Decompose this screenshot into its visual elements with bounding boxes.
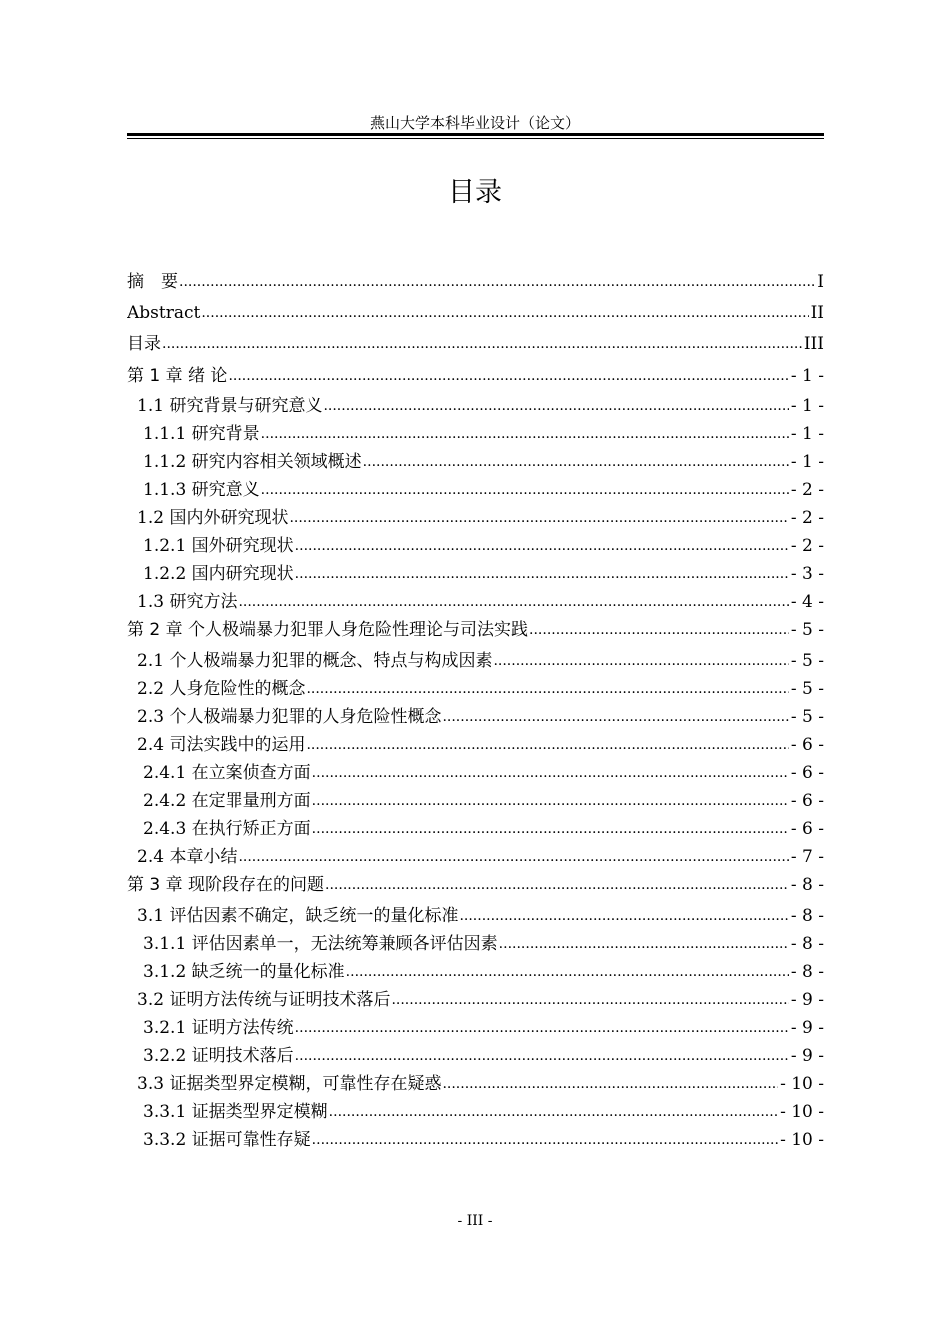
toc-entry-page: - 7 - <box>789 843 824 871</box>
running-header: 燕山大学本科毕业设计（论文） <box>369 114 580 132</box>
toc-entry-label: 第 2 章 个人极端暴力犯罪人身危险性理论与司法实践 ..... <box>127 616 529 644</box>
toc-entry-page: - 10 - <box>778 1098 824 1126</box>
toc-entry-page: - 9 - <box>789 1042 824 1070</box>
toc-entry-label: 2.1 个人极端暴力犯罪的概念、特点与构成因素 ..... <box>137 647 493 675</box>
toc-entry-page: - 8 - <box>789 902 824 930</box>
toc-list <box>127 268 824 1154</box>
toc-entry-label: 2.4.2 在定罪量刑方面 ..... <box>143 787 312 815</box>
toc-entry-page: - 9 - <box>789 1014 824 1042</box>
toc-entry-page: - 5 - <box>789 703 824 731</box>
toc-entry[interactable] <box>127 958 824 986</box>
toc-entry-label: 3.2.1 证明方法传统 ..... <box>143 1014 295 1042</box>
toc-entry-page: - 9 - <box>789 986 824 1014</box>
toc-entry[interactable] <box>127 420 824 448</box>
toc-entry-page: I <box>815 268 824 296</box>
toc-entry-label: 1.1.1 研究背景 ..... <box>143 420 261 448</box>
toc-entry-label: 3.3.1 证据类型界定模糊 ..... <box>143 1098 329 1126</box>
toc-entry[interactable] <box>127 647 824 675</box>
toc-entry[interactable] <box>127 675 824 703</box>
toc-entry-label: 2.2 人身危险性的概念 ..... <box>137 675 306 703</box>
toc-entry[interactable] <box>127 986 824 1014</box>
toc-entry-page: - 1 - <box>789 420 824 448</box>
toc-entry-page: III <box>802 330 824 358</box>
toc-entry-page: - 2 - <box>789 504 824 532</box>
toc-entry[interactable] <box>127 361 824 392</box>
toc-entry-page: - 8 - <box>789 871 824 899</box>
toc-entry-page: - 5 - <box>789 616 824 644</box>
header-rule-thick <box>127 133 824 136</box>
toc-entry-label: 1.2.1 国外研究现状 ..... <box>143 532 295 560</box>
toc-entry-label: 1.1 研究背景与研究意义 ..... <box>137 392 323 420</box>
toc-entry[interactable] <box>127 1098 824 1126</box>
toc-entry-page: - 2 - <box>789 476 824 504</box>
toc-entry-label: 3.3 证据类型界定模糊，可靠性存在疑惑 ..... <box>137 1070 442 1098</box>
toc-entry-page: - 8 - <box>789 930 824 958</box>
toc-entry-label: 1.2 国内外研究现状 ..... <box>137 504 289 532</box>
toc-entry[interactable] <box>127 843 824 871</box>
toc-title: 目录 <box>448 177 502 208</box>
toc-entry-label: 目录 ..... <box>127 330 162 358</box>
toc-entry-label: 2.4.1 在立案侦查方面 ..... <box>143 759 312 787</box>
toc-entry[interactable] <box>127 392 824 420</box>
toc-entry[interactable] <box>127 902 824 930</box>
toc-entry[interactable] <box>127 330 824 361</box>
toc-entry-label: 1.3 研究方法 ..... <box>137 588 238 616</box>
toc-entry-label: 摘 要 ..... <box>127 268 179 296</box>
header-rule-thin <box>127 138 824 139</box>
toc-entry[interactable] <box>127 560 824 588</box>
toc-entry[interactable] <box>127 532 824 560</box>
toc-entry-page: - 6 - <box>789 787 824 815</box>
toc-entry[interactable] <box>127 504 824 532</box>
toc-entry[interactable] <box>127 759 824 787</box>
toc-entry-page: - 1 - <box>789 361 824 392</box>
toc-entry-label: 1.1.2 研究内容相关领域概述 ..... <box>143 448 363 476</box>
toc-entry-page: - 4 - <box>789 588 824 616</box>
toc-entry[interactable] <box>127 476 824 504</box>
toc-entry[interactable] <box>127 588 824 616</box>
toc-entry[interactable] <box>127 703 824 731</box>
page-number: - III - <box>457 1213 493 1229</box>
toc-entry-label: 3.1.1 评估因素单一，无法统筹兼顾各评估因素 ..... <box>143 930 499 958</box>
toc-entry-page: - 2 - <box>789 532 824 560</box>
toc-entry[interactable] <box>127 871 824 902</box>
toc-entry[interactable] <box>127 1014 824 1042</box>
toc-entry-label: 3.3.2 证据可靠性存疑 ..... <box>143 1126 312 1154</box>
toc-entry-page: - 1 - <box>789 392 824 420</box>
toc-entry[interactable] <box>127 787 824 815</box>
toc-entry-label: 3.2.2 证明技术落后 ..... <box>143 1042 295 1070</box>
toc-entry-label: 第 1 章 绪 论 ..... <box>127 361 228 392</box>
toc-entry-page: - 5 - <box>789 675 824 703</box>
toc-entry[interactable] <box>127 930 824 958</box>
toc-entry-label: 3.1 评估因素不确定，缺乏统一的量化标准 ..... <box>137 902 459 930</box>
toc-entry-page: - 3 - <box>789 560 824 588</box>
toc-entry[interactable] <box>127 448 824 476</box>
toc-entry[interactable] <box>127 268 824 296</box>
toc-entry-page: - 5 - <box>789 647 824 675</box>
toc-entry-label: 2.4 本章小结 ..... <box>137 843 238 871</box>
toc-entry-label: 1.2.2 国内研究现状 ..... <box>143 560 295 588</box>
toc-entry-page: - 6 - <box>789 759 824 787</box>
toc-entry-page: - 6 - <box>789 815 824 843</box>
toc-entry-page: - 8 - <box>789 958 824 986</box>
toc-entry[interactable] <box>127 1126 824 1154</box>
toc-entry-label: 3.2 证明方法传统与证明技术落后 ..... <box>137 986 391 1014</box>
toc-entry[interactable] <box>127 299 824 330</box>
toc-entry[interactable] <box>127 1070 824 1098</box>
toc-entry-page: - 10 - <box>778 1070 824 1098</box>
toc-entry-label: 2.3 个人极端暴力犯罪的人身危险性概念 ..... <box>137 703 442 731</box>
toc-entry-label: Abstract ..... <box>127 299 201 327</box>
toc-entry-page: - 6 - <box>789 731 824 759</box>
toc-entry[interactable] <box>127 731 824 759</box>
toc-entry-label: 2.4 司法实践中的运用 ..... <box>137 731 306 759</box>
toc-entry-label: 2.4.3 在执行矫正方面 ..... <box>143 815 312 843</box>
toc-entry-page: - 1 - <box>789 448 824 476</box>
toc-entry-label: 第 3 章 现阶段存在的问题 ..... <box>127 871 325 899</box>
toc-entry[interactable] <box>127 815 824 843</box>
toc-entry[interactable] <box>127 1042 824 1070</box>
toc-entry-page: - 10 - <box>778 1126 824 1154</box>
toc-entry[interactable] <box>127 616 824 647</box>
toc-entry-page: II <box>809 299 824 327</box>
toc-entry-label: 3.1.2 缺乏统一的量化标准 ..... <box>143 958 346 986</box>
toc-entry-label: 1.1.3 研究意义 ..... <box>143 476 261 504</box>
